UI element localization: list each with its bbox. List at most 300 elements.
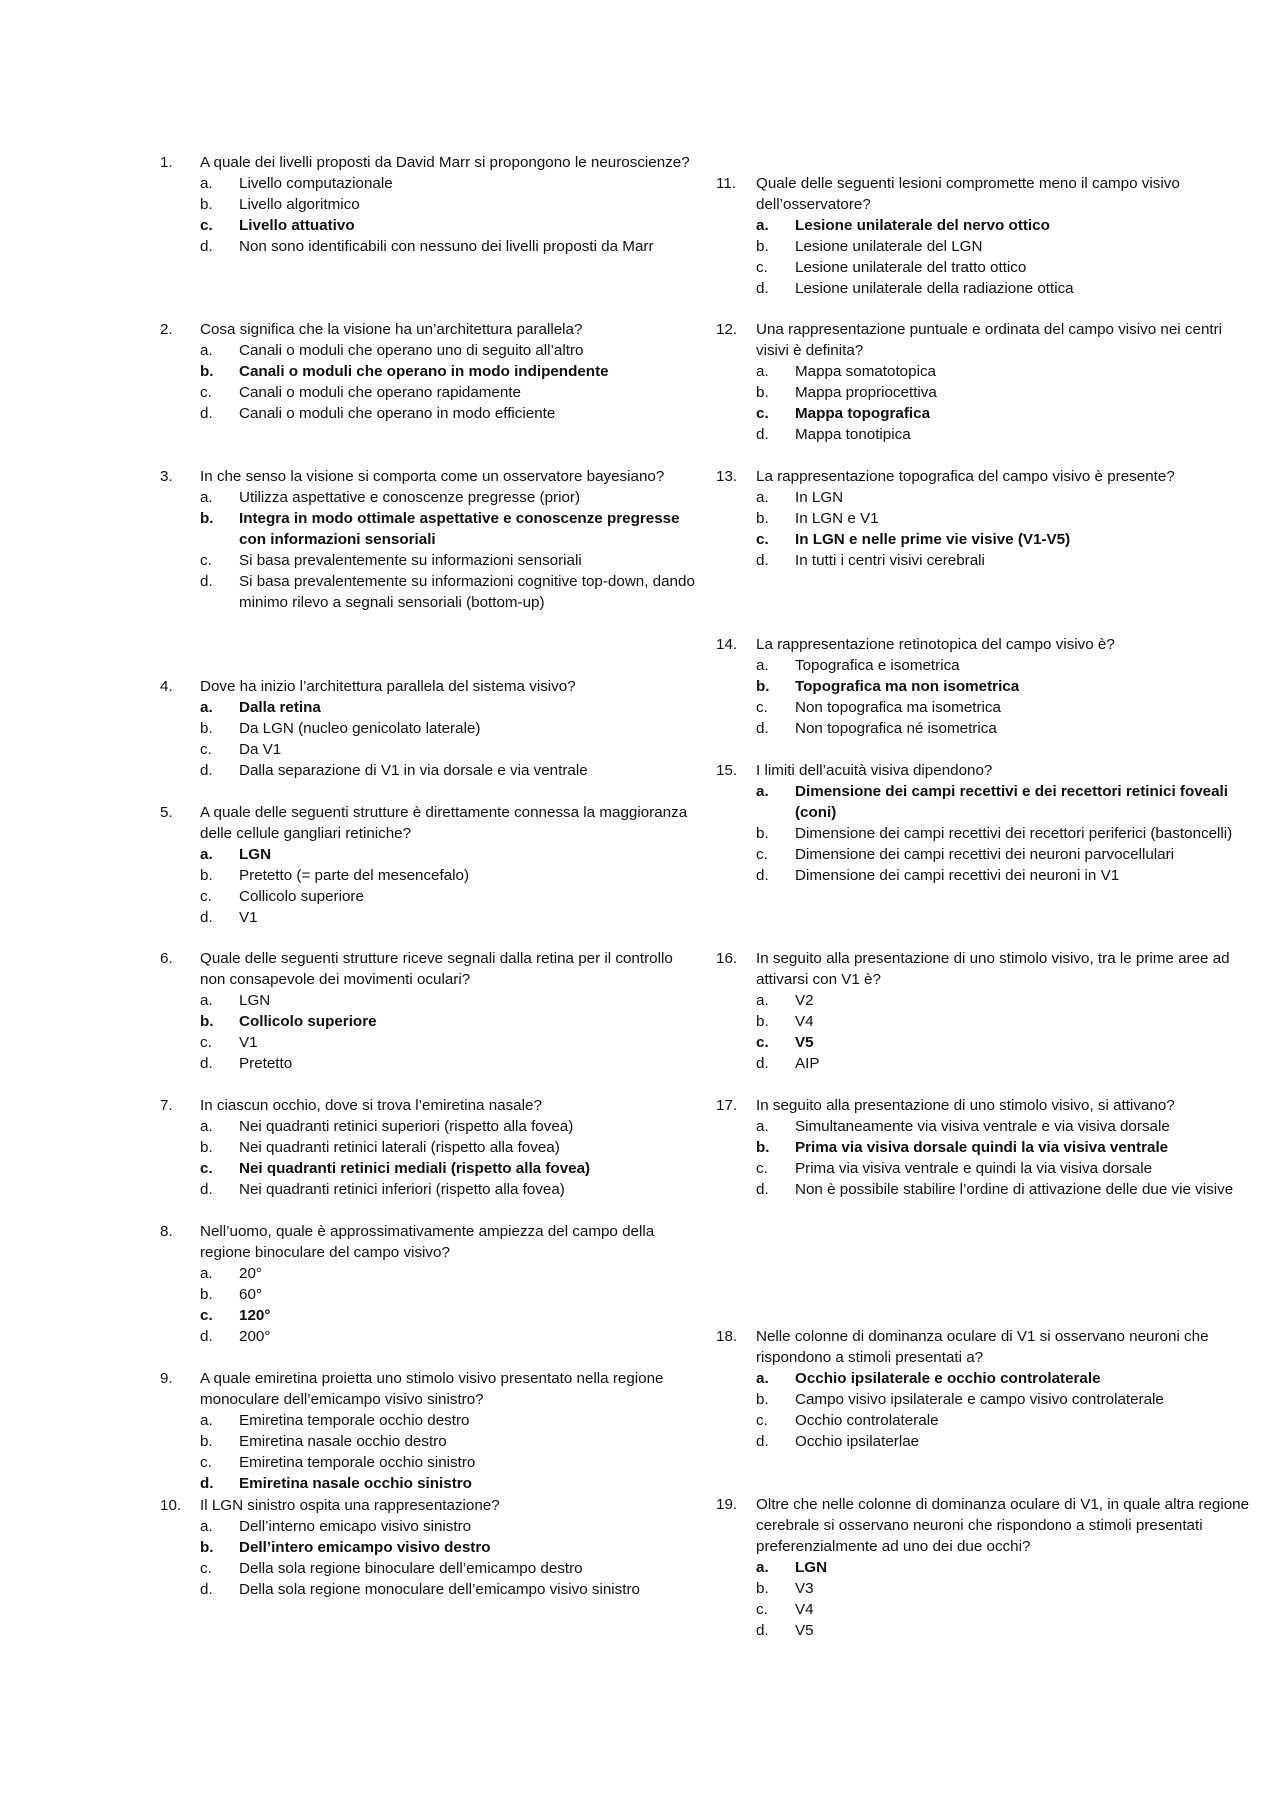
option-letter: c. — [200, 741, 212, 758]
option-letter: a. — [756, 783, 769, 800]
answer-option — [716, 508, 1256, 529]
option-letter: b. — [200, 720, 213, 737]
question-8 — [160, 1221, 700, 1347]
answer-option — [160, 194, 700, 215]
answer-option — [160, 760, 700, 781]
answer-option — [160, 382, 700, 403]
option-text: V1 — [239, 1034, 258, 1051]
question-label: A quale dei livelli proposti da David Marr si propongono le neuroscienze? — [200, 154, 690, 171]
answer-option — [160, 1116, 700, 1137]
answer-option — [160, 1452, 700, 1473]
option-letter: c. — [200, 1560, 212, 1577]
option-text: Campo visivo ipsilaterale e campo visivo controlaterale — [795, 1391, 1164, 1408]
option-text: Dell’intero emicampo visivo destro — [239, 1539, 491, 1556]
question-text — [160, 948, 700, 990]
option-text: Non è possibile stabilire l’ordine di attivazione delle due vie visive — [795, 1181, 1234, 1198]
option-letter: c. — [756, 405, 769, 422]
option-letter: a. — [756, 657, 769, 674]
answer-option-correct — [160, 697, 700, 718]
question-number: 8. — [160, 1223, 173, 1240]
answer-option-correct — [160, 361, 700, 382]
answer-option — [160, 1516, 700, 1537]
answer-option — [716, 1116, 1256, 1137]
option-letter: a. — [756, 1559, 769, 1576]
question-number: 16. — [716, 950, 738, 967]
question-label: Quale delle seguenti strutture riceve segnali dalla retina per il controllo non consapevole dei movimenti oculari? — [200, 950, 673, 988]
answer-option — [160, 990, 700, 1011]
answer-option — [716, 718, 1256, 739]
question-number: 4. — [160, 678, 173, 695]
question-label: In ciascun occhio, dove si trova l’emiretina nasale? — [200, 1097, 542, 1114]
answer-option — [716, 361, 1256, 382]
option-text: Canali o moduli che operano uno di seguito all’altro — [239, 342, 584, 359]
option-letter: d. — [756, 552, 769, 569]
question-9 — [160, 1368, 700, 1494]
option-text: Dimensione dei campi recettivi e dei recettori retinici foveali (coni) — [795, 783, 1228, 821]
option-letter: a. — [200, 1265, 213, 1282]
answer-option — [160, 865, 700, 886]
option-text: In tutti i centri visivi cerebrali — [795, 552, 985, 569]
option-text: Occhio ipsilaterale e occhio controlaterale — [795, 1370, 1101, 1387]
question-number: 11. — [716, 175, 736, 192]
answer-option — [160, 1284, 700, 1305]
answer-option — [716, 1053, 1256, 1074]
option-text: Prima via visiva dorsale quindi la via visiva ventrale — [795, 1139, 1169, 1156]
option-text: Pretetto (= parte del mesencefalo) — [239, 867, 470, 884]
option-letter: b. — [200, 1286, 213, 1303]
option-letter: b. — [756, 238, 769, 255]
question-text — [716, 760, 1256, 781]
answer-option-correct — [716, 1368, 1256, 1389]
answer-option — [160, 340, 700, 361]
question-number: 12. — [716, 321, 738, 338]
answer-option — [716, 550, 1256, 571]
answer-option — [160, 550, 700, 571]
option-letter: c. — [756, 1601, 768, 1618]
option-letter: a. — [756, 1118, 769, 1135]
option-letter: c. — [200, 1454, 212, 1471]
option-text: Dimensione dei campi recettivi dei recettori periferici (bastoncelli) — [795, 825, 1233, 842]
question-text — [160, 802, 700, 844]
question-label: Dove ha inizio l’architettura parallela del sistema visivo? — [200, 678, 576, 695]
question-label: In seguito alla presentazione di uno stimolo visivo, si attivano? — [756, 1097, 1175, 1114]
question-number: 15. — [716, 762, 738, 779]
option-text: LGN — [239, 992, 271, 1009]
answer-option — [716, 1179, 1256, 1200]
option-text: V4 — [795, 1013, 814, 1030]
question-text — [716, 1494, 1256, 1557]
option-letter: d. — [200, 1328, 213, 1345]
option-text: Collicolo superiore — [239, 888, 364, 905]
option-letter: a. — [756, 217, 769, 234]
option-letter: a. — [200, 1518, 213, 1535]
answer-option — [160, 718, 700, 739]
option-text: Lesione unilaterale della radiazione ottica — [795, 280, 1074, 297]
answer-option-correct — [716, 215, 1256, 236]
option-text: Canali o moduli che operano rapidamente — [239, 384, 521, 401]
option-letter: d. — [756, 720, 769, 737]
option-text: Dimensione dei campi recettivi dei neuroni parvocellulari — [795, 846, 1175, 863]
question-label: Nelle colonne di dominanza oculare di V1 si osservano neuroni che rispondono a stimoli presentati a? — [756, 1328, 1209, 1366]
option-letter: b. — [756, 384, 769, 401]
option-text: Emiretina temporale occhio sinistro — [239, 1454, 476, 1471]
question-17 — [716, 1095, 1256, 1200]
option-text: Non topografica ma isometrica — [795, 699, 1001, 716]
option-letter: d. — [756, 1181, 769, 1198]
option-text: 60° — [239, 1286, 262, 1303]
option-letter: d. — [756, 1055, 769, 1072]
option-letter: a. — [756, 363, 769, 380]
option-letter: b. — [200, 1539, 214, 1556]
option-letter: d. — [200, 405, 213, 422]
option-text: Topografica e isometrica — [795, 657, 960, 674]
answer-option-correct — [160, 508, 700, 550]
option-text: Mappa tonotipica — [795, 426, 911, 443]
option-text: Si basa prevalentemente su informazioni sensoriali — [239, 552, 582, 569]
answer-option — [716, 487, 1256, 508]
answer-option-correct — [160, 1011, 700, 1032]
option-letter: b. — [200, 1013, 214, 1030]
option-text: V4 — [795, 1601, 814, 1618]
answer-option — [716, 257, 1256, 278]
option-text: LGN — [795, 1559, 828, 1576]
answer-option-correct — [716, 676, 1256, 697]
option-letter: b. — [200, 196, 213, 213]
question-number: 6. — [160, 950, 173, 967]
option-text: Integra in modo ottimale aspettative e conoscenze pregresse con informazioni sensoriali — [239, 510, 680, 548]
option-text: Mappa topografica — [795, 405, 931, 422]
option-letter: c. — [756, 259, 768, 276]
option-letter: a. — [200, 1412, 213, 1429]
option-letter: d. — [200, 909, 213, 926]
question-1 — [160, 152, 700, 257]
option-letter: c. — [200, 1034, 212, 1051]
answer-option — [160, 1579, 700, 1600]
answer-option — [716, 1158, 1256, 1179]
option-letter: c. — [200, 1307, 213, 1324]
question-text — [160, 1368, 700, 1410]
answer-option — [160, 1410, 700, 1431]
question-18 — [716, 1326, 1256, 1452]
option-text: Emiretina nasale occhio destro — [239, 1433, 447, 1450]
question-11 — [716, 173, 1256, 299]
question-number: 19. — [716, 1496, 738, 1513]
option-letter: c. — [756, 1160, 768, 1177]
question-label: In seguito alla presentazione di uno stimolo visivo, tra le prime aree ad attivarsi con V1 è? — [756, 950, 1230, 988]
question-label: Nell’uomo, quale è approssimativamente ampiezza del campo della regione binoculare del campo visivo? — [200, 1223, 655, 1261]
option-letter: a. — [200, 489, 213, 506]
question-text — [716, 634, 1256, 655]
answer-option — [716, 1410, 1256, 1431]
option-text: Da V1 — [239, 741, 282, 758]
option-text: Lesione unilaterale del nervo ottico — [795, 217, 1050, 234]
question-label: I limiti dell’acuità visiva dipendono? — [756, 762, 993, 779]
option-letter: c. — [756, 846, 768, 863]
option-text: Emiretina temporale occhio destro — [239, 1412, 470, 1429]
answer-option — [716, 865, 1256, 886]
answer-option — [160, 1032, 700, 1053]
option-text: Della sola regione monoculare dell’emicampo visivo sinistro — [239, 1581, 640, 1598]
option-text: Nei quadranti retinici superiori (rispetto alla fovea) — [239, 1118, 574, 1135]
answer-option-correct — [160, 1537, 700, 1558]
question-label: A quale delle seguenti strutture è direttamente connessa la maggioranza delle cellule gangliari retiniche? — [200, 804, 688, 842]
answer-option — [716, 990, 1256, 1011]
option-letter: d. — [200, 762, 213, 779]
option-text: Non topografica né isometrica — [795, 720, 997, 737]
answer-option — [160, 487, 700, 508]
option-letter: b. — [756, 1013, 769, 1030]
question-text — [716, 319, 1256, 361]
question-number: 2. — [160, 321, 173, 338]
question-text — [160, 466, 700, 487]
answer-option — [160, 571, 700, 613]
answer-option — [160, 173, 700, 194]
option-text: V5 — [795, 1622, 814, 1639]
question-7 — [160, 1095, 700, 1200]
answer-option — [716, 655, 1256, 676]
option-text: Emiretina nasale occhio sinistro — [239, 1475, 472, 1492]
answer-option — [716, 1578, 1256, 1599]
answer-option-correct — [716, 403, 1256, 424]
option-letter: d. — [200, 1055, 213, 1072]
option-letter: a. — [200, 175, 213, 192]
option-letter: a. — [200, 342, 213, 359]
answer-option — [716, 844, 1256, 865]
answer-option — [716, 1011, 1256, 1032]
question-number: 17. — [716, 1097, 738, 1114]
question-label: Una rappresentazione puntuale e ordinata del campo visivo nei centri visivi è definita? — [756, 321, 1223, 359]
option-letter: b. — [756, 1139, 770, 1156]
option-text: V1 — [239, 909, 258, 926]
option-letter: b. — [200, 363, 214, 380]
option-letter: b. — [756, 1391, 769, 1408]
option-letter: d. — [200, 1581, 213, 1598]
question-label: La rappresentazione topografica del campo visivo è presente? — [756, 468, 1175, 485]
question-label: In che senso la visione si comporta come un osservatore bayesiano? — [200, 468, 665, 485]
option-letter: d. — [200, 573, 213, 590]
option-letter: b. — [200, 510, 214, 527]
answer-option — [160, 1137, 700, 1158]
option-text: Mappa somatotopica — [795, 363, 936, 380]
option-text: Da LGN (nucleo genicolato laterale) — [239, 720, 481, 737]
option-letter: a. — [200, 846, 213, 863]
option-letter: c. — [756, 1412, 768, 1429]
answer-option-correct — [716, 1032, 1256, 1053]
option-letter: c. — [756, 1034, 769, 1051]
answer-option — [716, 1431, 1256, 1452]
option-letter: c. — [200, 384, 212, 401]
answer-option — [716, 1599, 1256, 1620]
option-letter: d. — [200, 1181, 213, 1198]
option-text: Si basa prevalentemente su informazioni cognitive top-down, dando minimo rilevo a segnali sensoriali (bottom-up) — [239, 573, 695, 611]
option-letter: c. — [200, 888, 212, 905]
option-text: Lesione unilaterale del tratto ottico — [795, 259, 1027, 276]
question-number: 18. — [716, 1328, 738, 1345]
option-letter: a. — [756, 992, 769, 1009]
option-letter: a. — [200, 992, 213, 1009]
option-letter: c. — [200, 217, 213, 234]
option-text: Lesione unilaterale del LGN — [795, 238, 983, 255]
answer-option-correct — [716, 781, 1256, 823]
option-letter: b. — [756, 678, 770, 695]
option-text: Utilizza aspettative e conoscenze pregresse (prior) — [239, 489, 581, 506]
answer-option — [716, 697, 1256, 718]
option-text: Occhio ipsilaterlae — [795, 1433, 920, 1450]
option-text: Livello algoritmico — [239, 196, 360, 213]
option-text: Collicolo superiore — [239, 1013, 377, 1030]
answer-option-correct — [716, 1137, 1256, 1158]
answer-option — [160, 403, 700, 424]
question-13 — [716, 466, 1256, 571]
option-text: Pretetto — [239, 1055, 293, 1072]
option-text: Simultaneamente via visiva ventrale e via visiva dorsale — [795, 1118, 1170, 1135]
question-10 — [160, 1495, 700, 1600]
answer-option — [160, 886, 700, 907]
option-letter: b. — [756, 1580, 769, 1597]
answer-option-correct — [160, 1158, 700, 1179]
question-text — [160, 1221, 700, 1263]
option-text: Canali o moduli che operano in modo indipendente — [239, 363, 609, 380]
option-text: LGN — [239, 846, 272, 863]
question-text — [160, 1095, 700, 1116]
answer-option-correct — [160, 844, 700, 865]
option-text: Dalla retina — [239, 699, 321, 716]
option-text: AIP — [795, 1055, 820, 1072]
question-4 — [160, 676, 700, 781]
answer-option — [160, 1263, 700, 1284]
question-text — [716, 948, 1256, 990]
question-label: La rappresentazione retinotopica del campo visivo è? — [756, 636, 1115, 653]
option-text: Mappa propriocettiva — [795, 384, 937, 401]
question-label: Quale delle seguenti lesioni compromette meno il campo visivo dell’osservatore? — [756, 175, 1180, 213]
question-number: 10. — [160, 1497, 182, 1514]
option-text: In LGN e V1 — [795, 510, 879, 527]
option-text: Topografica ma non isometrica — [795, 678, 1020, 695]
question-text — [716, 173, 1256, 215]
option-text: Nei quadranti retinici mediali (rispetto alla fovea) — [239, 1160, 591, 1177]
question-label: Oltre che nelle colonne di dominanza oculare di V1, in quale altra regione cerebrale si osservano neuroni che rispondono a stimoli presentati preferenzialmente ad uno dei due occhi? — [756, 1496, 1250, 1555]
option-letter: a. — [200, 699, 213, 716]
option-text: 20° — [239, 1265, 262, 1282]
option-text: Prima via visiva ventrale e quindi la via visiva dorsale — [795, 1160, 1153, 1177]
option-text: Livello computazionale — [239, 175, 393, 192]
answer-option — [160, 1053, 700, 1074]
answer-option — [716, 278, 1256, 299]
option-letter: d. — [756, 1433, 769, 1450]
answer-option-correct — [160, 1305, 700, 1326]
question-label: Cosa significa che la visione ha un’architettura parallela? — [200, 321, 583, 338]
option-letter: d. — [756, 280, 769, 297]
question-text — [160, 676, 700, 697]
question-text — [160, 319, 700, 340]
answer-option-correct — [160, 1473, 700, 1494]
option-text: 200° — [239, 1328, 271, 1345]
question-number: 13. — [716, 468, 738, 485]
option-text: Nei quadranti retinici laterali (rispetto alla fovea) — [239, 1139, 560, 1156]
question-text — [716, 1326, 1256, 1368]
question-text — [716, 466, 1256, 487]
option-text: Livello attuativo — [239, 217, 355, 234]
answer-option — [160, 236, 700, 257]
answer-option — [160, 1431, 700, 1452]
question-15 — [716, 760, 1256, 886]
option-text: Canali o moduli che operano in modo efficiente — [239, 405, 556, 422]
answer-option — [716, 1620, 1256, 1641]
answer-option — [716, 382, 1256, 403]
option-text: 120° — [239, 1307, 271, 1324]
option-letter: b. — [756, 825, 769, 842]
question-label: A quale emiretina proietta uno stimolo visivo presentato nella regione monoculare dell’emicampo visivo sinistro? — [200, 1370, 664, 1408]
answer-option-correct — [716, 1557, 1256, 1578]
answer-option — [716, 236, 1256, 257]
answer-option — [160, 1558, 700, 1579]
option-text: In LGN e nelle prime vie visive (V1-V5) — [795, 531, 1071, 548]
option-text: V2 — [795, 992, 814, 1009]
question-12 — [716, 319, 1256, 445]
question-6 — [160, 948, 700, 1074]
option-letter: a. — [756, 1370, 769, 1387]
option-text: In LGN — [795, 489, 844, 506]
option-text: Dell’interno emicapo visivo sinistro — [239, 1518, 472, 1535]
question-16 — [716, 948, 1256, 1074]
question-3 — [160, 466, 700, 613]
option-letter: d. — [756, 1622, 769, 1639]
option-letter: c. — [200, 552, 212, 569]
question-19 — [716, 1494, 1256, 1641]
option-letter: d. — [200, 1475, 214, 1492]
question-2 — [160, 319, 700, 424]
option-text: Dalla separazione di V1 in via dorsale e via ventrale — [239, 762, 588, 779]
option-letter: c. — [756, 699, 768, 716]
answer-option — [160, 1179, 700, 1200]
answer-option — [716, 1389, 1256, 1410]
answer-option-correct — [160, 215, 700, 236]
question-text — [160, 152, 700, 173]
answer-option — [160, 907, 700, 928]
option-letter: b. — [756, 510, 769, 527]
question-number: 9. — [160, 1370, 173, 1387]
option-text: Occhio controlaterale — [795, 1412, 939, 1429]
option-letter: b. — [200, 867, 213, 884]
option-letter: b. — [200, 1433, 213, 1450]
question-number: 3. — [160, 468, 173, 485]
option-letter: c. — [200, 1160, 213, 1177]
answer-option — [160, 739, 700, 760]
option-letter: b. — [200, 1139, 213, 1156]
answer-option-correct — [716, 529, 1256, 550]
question-5 — [160, 802, 700, 928]
question-number: 7. — [160, 1097, 173, 1114]
option-letter: c. — [756, 531, 769, 548]
question-text — [716, 1095, 1256, 1116]
option-text: Dimensione dei campi recettivi dei neuroni in V1 — [795, 867, 1120, 884]
option-letter: d. — [200, 238, 213, 255]
answer-option — [716, 424, 1256, 445]
option-text: Non sono identificabili con nessuno dei livelli proposti da Marr — [239, 238, 654, 255]
question-number: 5. — [160, 804, 173, 821]
option-letter: d. — [756, 426, 769, 443]
question-14 — [716, 634, 1256, 739]
answer-option — [160, 1326, 700, 1347]
answer-option — [716, 823, 1256, 844]
option-letter: a. — [756, 489, 769, 506]
option-text: V5 — [795, 1034, 814, 1051]
question-number: 1. — [160, 154, 173, 171]
option-letter: d. — [756, 867, 769, 884]
option-text: V3 — [795, 1580, 814, 1597]
option-text: Della sola regione binoculare dell’emicampo destro — [239, 1560, 583, 1577]
question-number: 14. — [716, 636, 738, 653]
